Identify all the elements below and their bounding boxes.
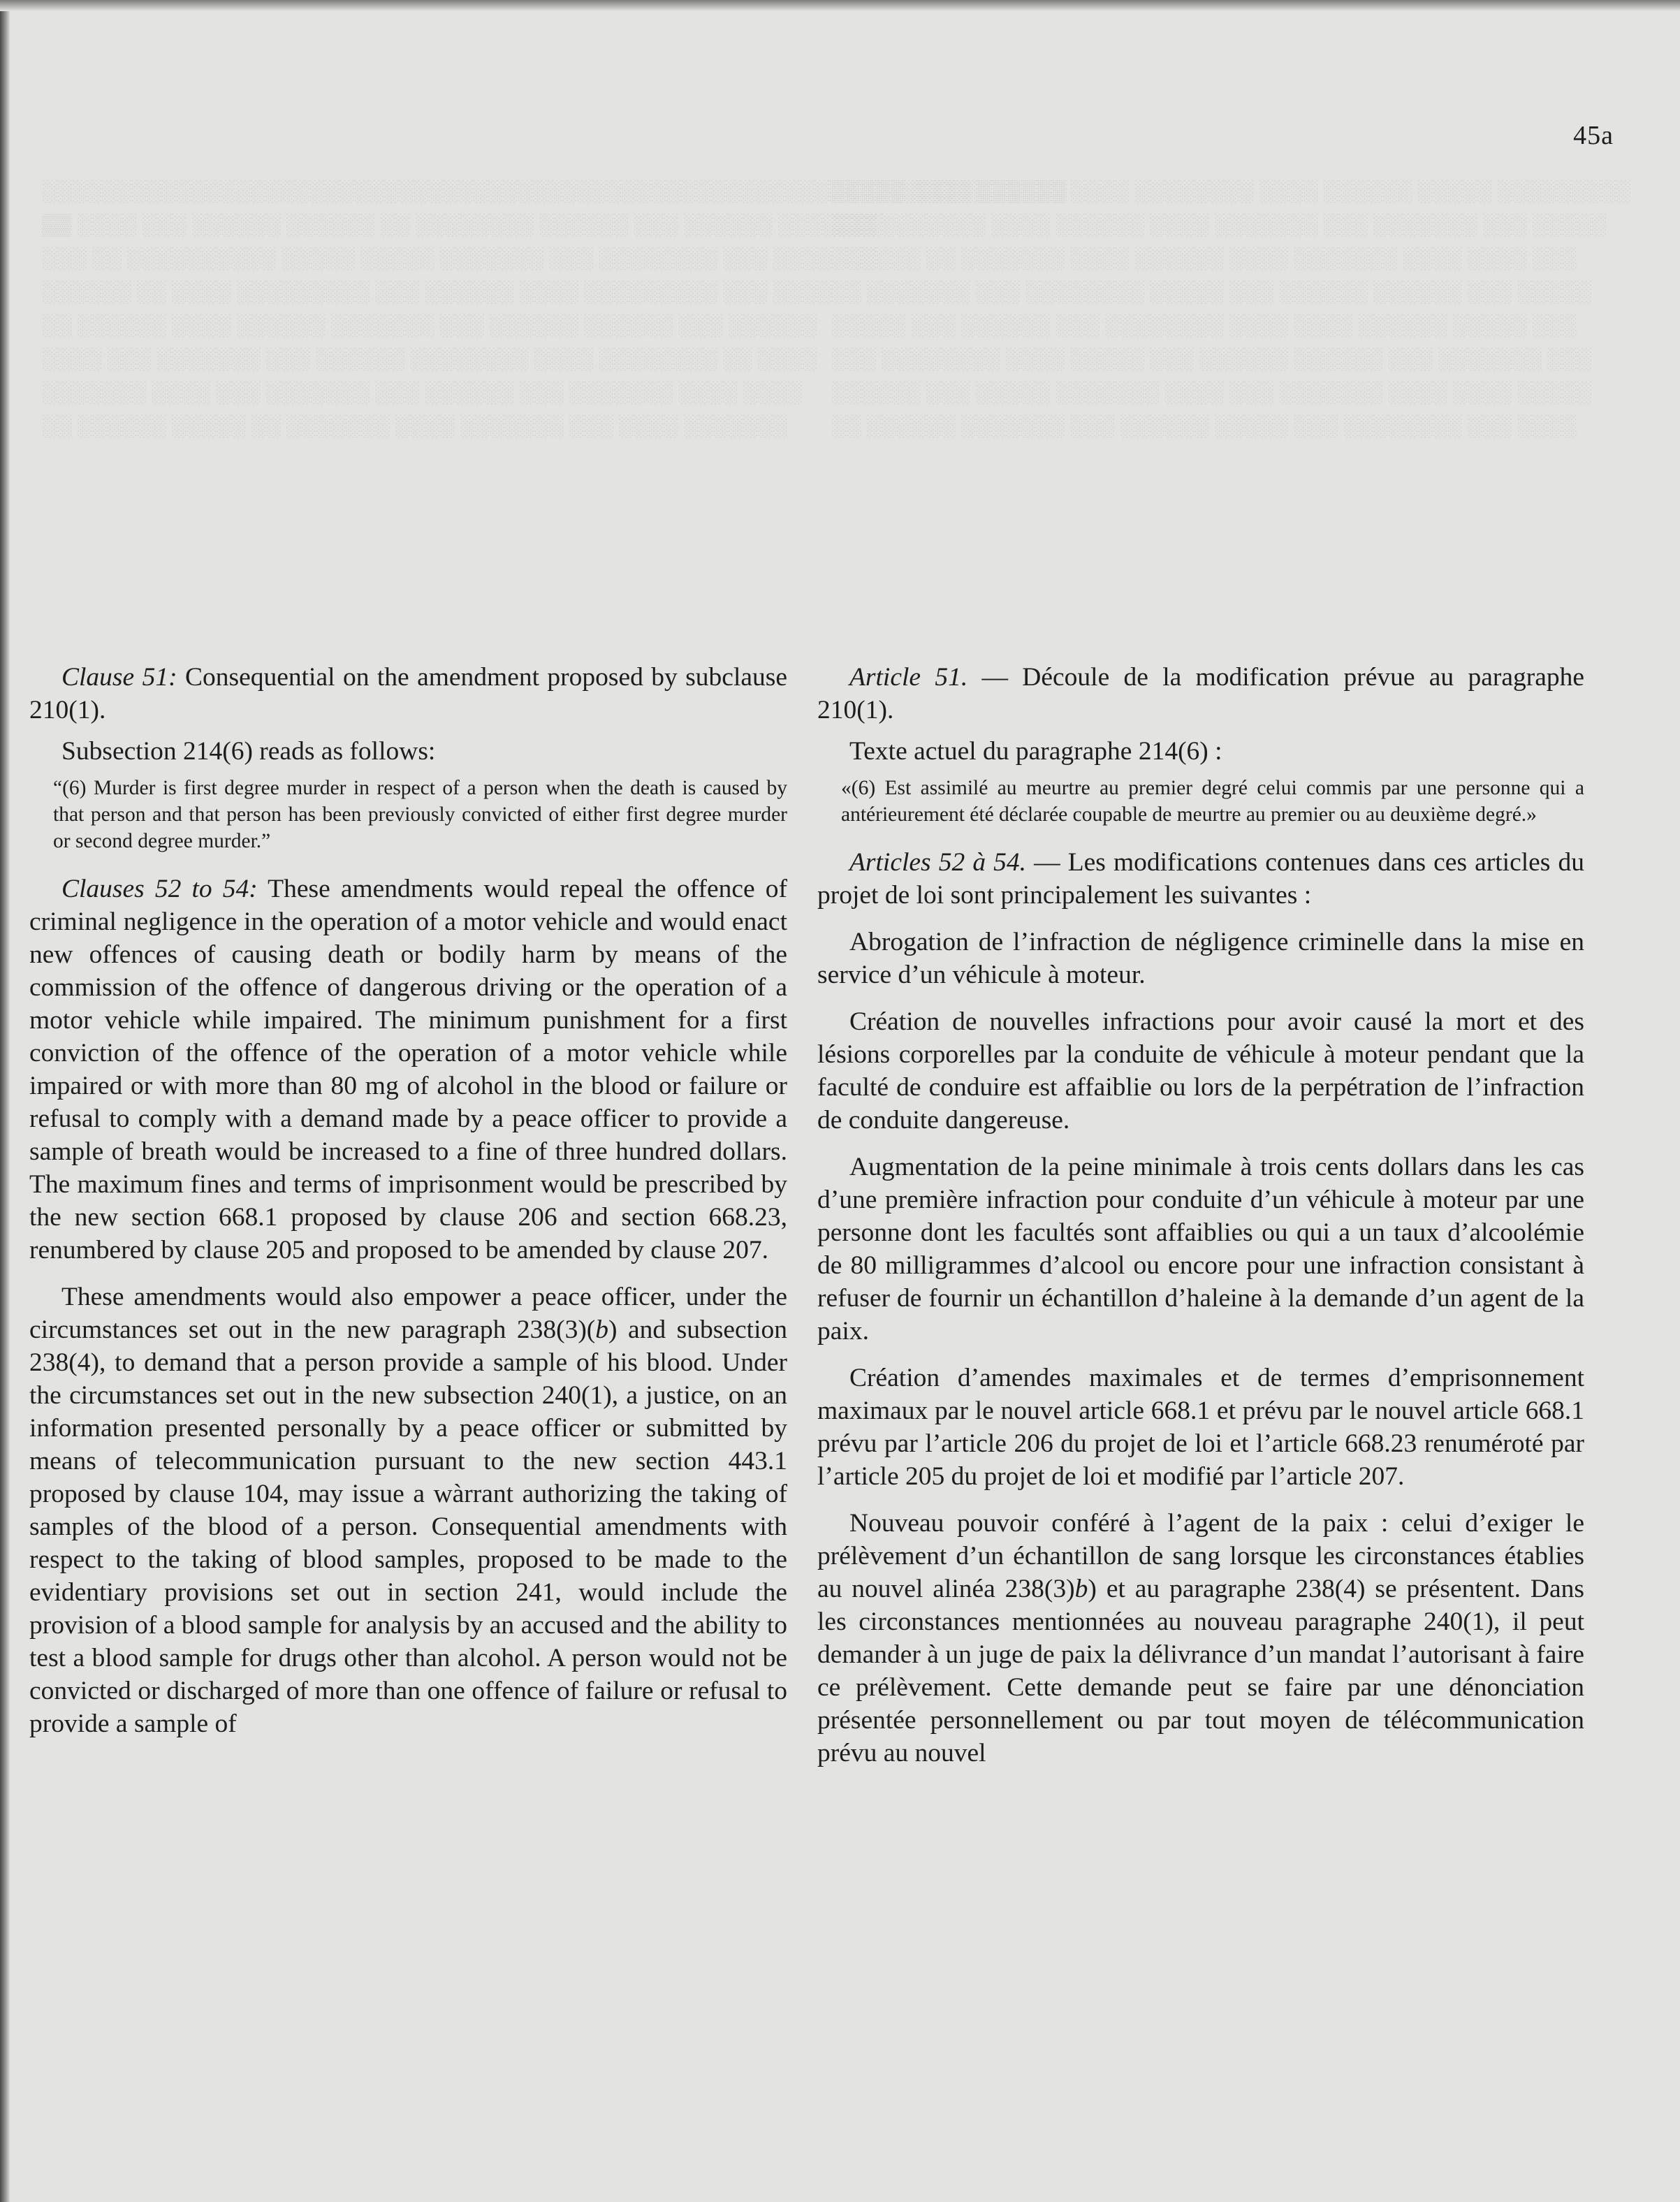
article-51-text: — Découle de la modification prévue au paragraphe 210(1). [817, 663, 1585, 724]
articles-52-54-item-4: Création d’amendes maximales et de termes d’emprisonnement maximaux par le nouvel article 668.1 et prévu par le nouvel article 668.1 prévu par l’article 206 du projet de loi et l’article 668.23 renuméroté par l’article 205 du projet de loi et modifié par l’article 207. [817, 1364, 1584, 1491]
show-through-right: ░░░░░ ░░░░ ░░░░░░ ░░░░ ░░░░░░░░ ░░░░ ░░░░░░ ░░░░░ ░░░░░░░░░ ░░░ ░░░░░░░ ░░░░ ░░░░░░ ░░░░ ░░░░░░░ ░░░ ░░░░░░░ ░░░ ░░░░░ ░░░░░░ ░░ ░░░░░░░ ░░░░ ░░░░░░ ░░░░ ░░░░░░░ ░░░░ ░░░░ ░░░ ░░ ░░░░░░░ ░░░ ░░░░░░░░ ░░░░░ ░░░ ░░░░░░ ░░░░░░ ░░░ ░░░░░ ░░░░░ ░░░ ░░░░░░ ░░░ ░░░░░░░░ ░░░░ ░░░░ ░░░░░░ ░░░░░ ░░░ ░░░ ░░░░░░░░ ░░░░ ░░░░░ ░░░ ░░░░░░ ░░░░░░ ░░░ ░░░░░░░ ░░░ ░░░░░░ ░░░ ░░░░░ ░░░░░░░ ░░░░ ░░░ ░░░░░░░ ░░░░ ░░░░ ░░░░░ ░░ ░░░░░░ ░░░░░░░ ░░░ ░░░░░░ ░░░░░ ░░░ ░░░░░░░░ ░░░ ░░░░ [831, 180, 1630, 437]
clause-51-intro: Subsection 214(6) reads as follows: [61, 737, 436, 766]
articles-52-54-item-2: Création de nouvelles infractions pour avoir causé la mort et des lésions corporelles par la conduite de véhicule à moteur pendant que la faculté de conduire est affaiblie ou lors de la perpétration de l’infraction de conduite dangereuse. [817, 1007, 1584, 1135]
clause-51-paragraph [29, 661, 787, 727]
articles-52-54-item-1: Abrogation de l’infraction de négligence criminelle dans la mise en service d’un véhicule à moteur. [817, 928, 1584, 989]
articles-52-54-text: — Les modifications contenues dans ces articles du projet de loi sont principalement les suivantes : [817, 848, 1584, 910]
clauses-52-54-para2-italic-b: b [595, 1315, 609, 1344]
clauses-52-54-label: Clauses 52 to 54: [61, 875, 258, 903]
articles-52-54-item-5 [817, 1507, 1584, 1770]
articles-52-54-item-5-italic-b: b [1074, 1575, 1088, 1603]
french-column [817, 661, 1584, 1784]
clause-51-quote: “(6) Murder is first degree murder in respect of a person when the death is caused by that person and that person has been previously convicted of either first degree murder or second degree murder.” [53, 777, 787, 852]
show-through-left: ░░░░░░░░░░░░░░░░░░░░░░░░░░░░░░░░░░░░░░░░░░░░░░░░░░░░░░░░░░░░░░░░░░░░░ ▒▒ ░░░░ ░░░ ░░░░░░ ░░░░░░ ░░ ░░░░░░░░ ░░░░░░ ░░░ ░░░░░░ ░░░░░░░ ░░░ ░░ ░░░░░░░░░░ ░░░░░ ░░░░░ ░░░░░░░ ░░░ ░░░░░░░░ ░░░ ░░░░░░░ ░░░░░░ ░░ ░░░░ ░░░░░░░░░ ░░░ ░░░░░░ ░░░░ ░░░░░░░░░ ░░░ ░░░░ ░░ ░░░░░░ ░░░░ ░░░░░░ ░░░░░░░ ░░░ ░░░░░░ ░░░░░░ ░░░ ░░░░░░ ░░░░ ░░░ ░░░░░░░ ░░░ ░░░░░░ ░░░░░░░░ ░░░░ ░░░░░░░░ ░░ ░░░░ ░░░░░░░ ░░░░ ░░░ ░░░░░░░ ░░░ ░░░░░░ ░░░ ░░░░░░░ ░░░░ ░░░░ ░░ ░░░░░░ ░░░░░ ░░ ░░░░░░░ ░░░░ ░░░░░░░ ░░░ ░░░░ ░░░░░░░ [42, 180, 1067, 437]
clauses-52-54-para2-part-a: These amendments would also empower a peace officer, under the circumstances set out in the new paragraph 238(3)( [29, 1283, 787, 1344]
articles-52-54-item-5-part-c: ) et au paragraphe 238(4) se présentent. Dans les circonstances mentionnées au nouveau paragraphe 240(1), il peut demander à un juge de paix la délivrance d’un mandat l’autorisant à faire ce prélèvement. Cette demande peut se faire par une dénonciation présentée personnellement ou par tout moyen de télécommunication prévu au nouvel [817, 1575, 1585, 1767]
articles-52-54-paragraph [817, 846, 1584, 912]
articles-52-54-item-5-part-a: Nouveau pouvoir conféré à l’agent de la paix : celui d’exiger le prélèvement d’un échantillon de sang lorsque les circonstances établies au nouvel alinéa 238(3) [817, 1509, 1584, 1603]
articles-52-54-label: Articles 52 à 54. [849, 848, 1027, 877]
article-51-quote: «(6) Est assimilé au meurtre au premier degré celui commis par une personne qui a antérieurement été déclarée coupable de meurtre au premier ou au deuxième degré.» [841, 777, 1584, 826]
clauses-52-54-para2-part-c: ) and subsection 238(4), to demand that a person provide a sample of his blood. Under the circumstances set out in the new subsection 240(1), a justice, on an information presented personally by a peace officer or submitted by means of telecommunication pursuant to the new section 443.1 proposed by clause 104, may issue a wàrrant authorizing the taking of samples of the blood of a person. Consequential amendments with respect to the taking of blood samples, proposed to be made to the evidentiary provisions set out in section 241, would include the provision of a blood sample for analysis by an accused and the ability to test a blood sample for drugs other than alcohol. A person would not be convicted or discharged of more than one offence of failure or refusal to provide a sample of [29, 1315, 787, 1738]
clause-51-label: Clause 51: [61, 663, 177, 692]
english-column [29, 661, 787, 1754]
page-top-shadow [0, 0, 1680, 11]
clause-51-text: Consequential on the amendment proposed by subclause 210(1). [29, 663, 787, 724]
article-51-paragraph [817, 661, 1584, 727]
clauses-52-54-paragraph-2 [29, 1281, 787, 1740]
page-binding-edge [0, 0, 10, 2202]
clauses-52-54-paragraph [29, 873, 787, 1267]
article-51-label: Article 51. [849, 663, 968, 692]
page-number: 45a [1573, 121, 1614, 150]
articles-52-54-item-3: Augmentation de la peine minimale à trois cents dollars dans les cas d’une première infraction pour conduite d’un véhicule à moteur par une personne dont les facultés sont affaiblies ou qui a un taux d’alcoolémie de 80 milligrammes d’alcool ou encore pour une infraction consistant à refuser de fournir un échantillon d’haleine à la demande d’un agent de la paix. [817, 1153, 1584, 1346]
article-51-intro: Texte actuel du paragraphe 214(6) : [849, 737, 1222, 766]
clauses-52-54-text: These amendments would repeal the offence of criminal negligence in the operation of a motor vehicle and would enact new offences of causing death or bodily harm by means of the commission of the offence of dangerous driving or the operation of a motor vehicle while impaired. The minimum punishment for a first conviction of the offence of the operation of a motor vehicle while impaired or with more than 80 mg of alcohol in the blood or failure or refusal to comply with a demand made by a peace officer to provide a sample of breath would be increased to a fine of three hundred dollars. The maximum fines and terms of imprisonment would be prescribed by the new section 668.1 proposed by clause 206 and section 668.23, renumbered by clause 205 and proposed to be amended by clause 207. [29, 875, 788, 1264]
